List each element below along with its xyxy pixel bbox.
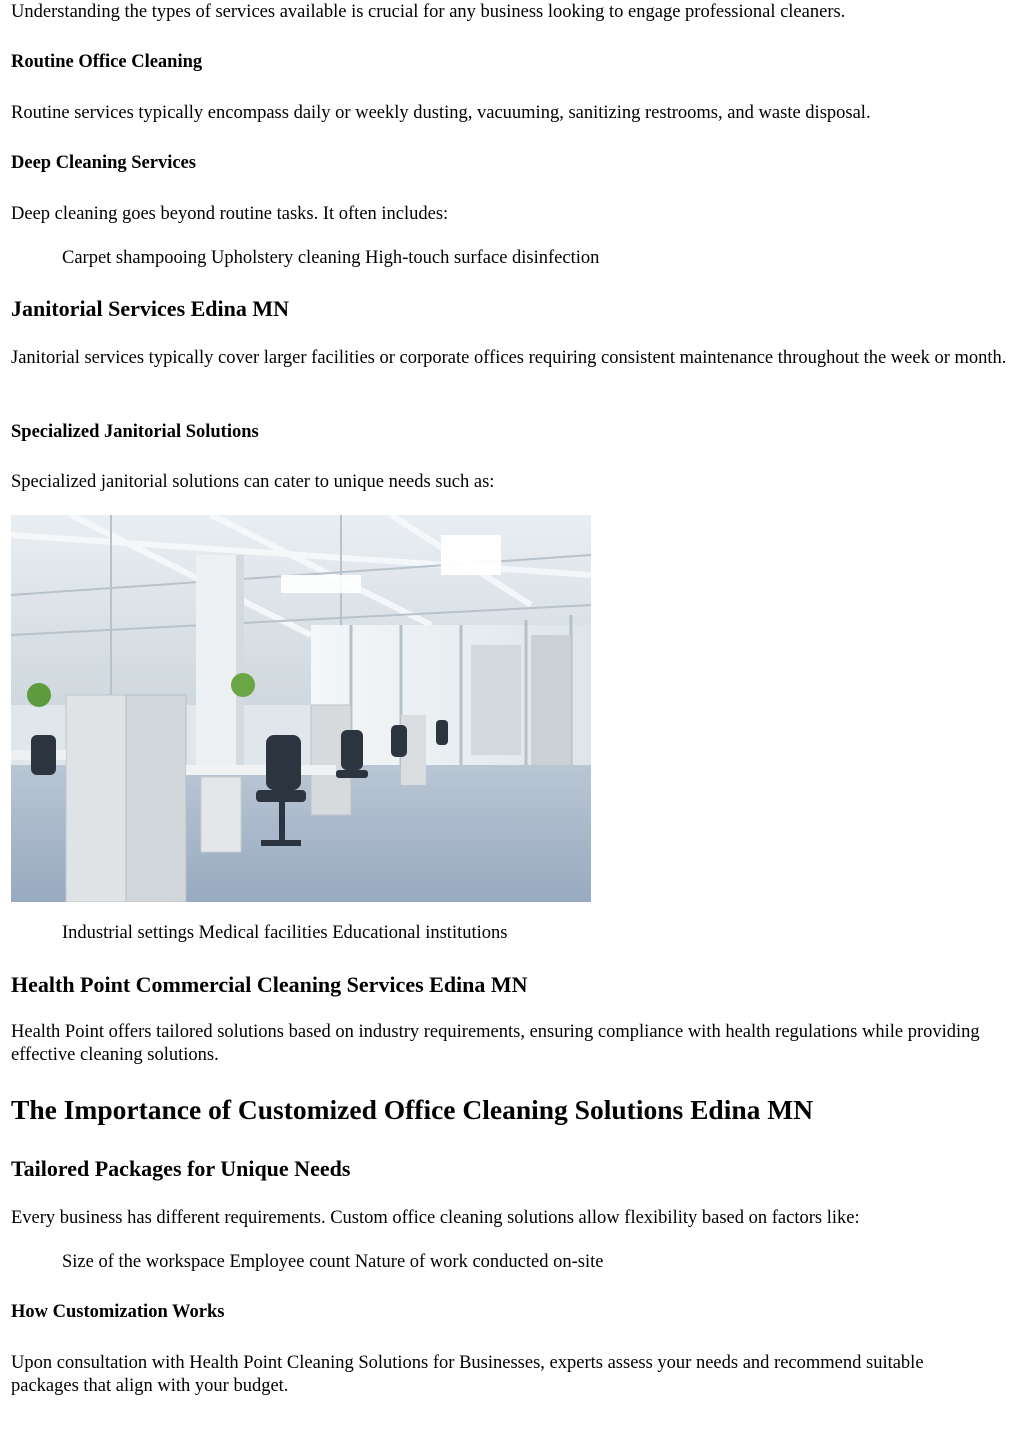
- healthpoint-paragraph: Health Point offers tailored solutions based on industry requirements, ensuring compliance with health regulations while providing effective cleaning solutions.: [11, 1022, 980, 1065]
- customization-heading: How Customization Works: [11, 1302, 225, 1322]
- importance-heading: The Importance of Customized Office Cleaning Solutions Edina MN: [11, 1094, 814, 1125]
- deep-heading: Deep Cleaning Services: [11, 153, 196, 173]
- tailored-list: Size of the workspace Employee count Nature of work conducted on-site: [62, 1252, 604, 1272]
- routine-paragraph: Routine services typically encompass daily or weekly dusting, vacuuming, sanitizing restrooms, and waste disposal.: [11, 103, 871, 123]
- tailored-heading: Tailored Packages for Unique Needs: [11, 1156, 351, 1181]
- janitorial-paragraph: Janitorial services typically cover larger facilities or corporate offices requiring consistent maintenance throughout the week or month.: [11, 348, 1007, 368]
- specialized-list: Industrial settings Medical facilities Educational institutions: [62, 923, 508, 943]
- janitorial-heading: Janitorial Services Edina MN: [11, 296, 290, 321]
- office-photo: [11, 515, 591, 902]
- customization-paragraph: Upon consultation with Health Point Cleaning Solutions for Businesses, experts assess your needs and recommend suitable packages that align with your budget.: [11, 1353, 924, 1396]
- specialized-heading: Specialized Janitorial Solutions: [11, 422, 259, 442]
- intro-paragraph: Understanding the types of services available is crucial for any business looking to engage professional cleaners.: [11, 2, 846, 22]
- routine-heading: Routine Office Cleaning: [11, 52, 203, 72]
- healthpoint-heading: Health Point Commercial Cleaning Services Edina MN: [11, 972, 528, 997]
- deep-list: Carpet shampooing Upholstery cleaning High-touch surface disinfection: [62, 248, 600, 268]
- tailored-paragraph: Every business has different requirements. Custom office cleaning solutions allow flexibility based on factors like:: [11, 1208, 860, 1228]
- deep-paragraph: Deep cleaning goes beyond routine tasks. It often includes:: [11, 204, 449, 224]
- specialized-paragraph: Specialized janitorial solutions can cater to unique needs such as:: [11, 472, 495, 492]
